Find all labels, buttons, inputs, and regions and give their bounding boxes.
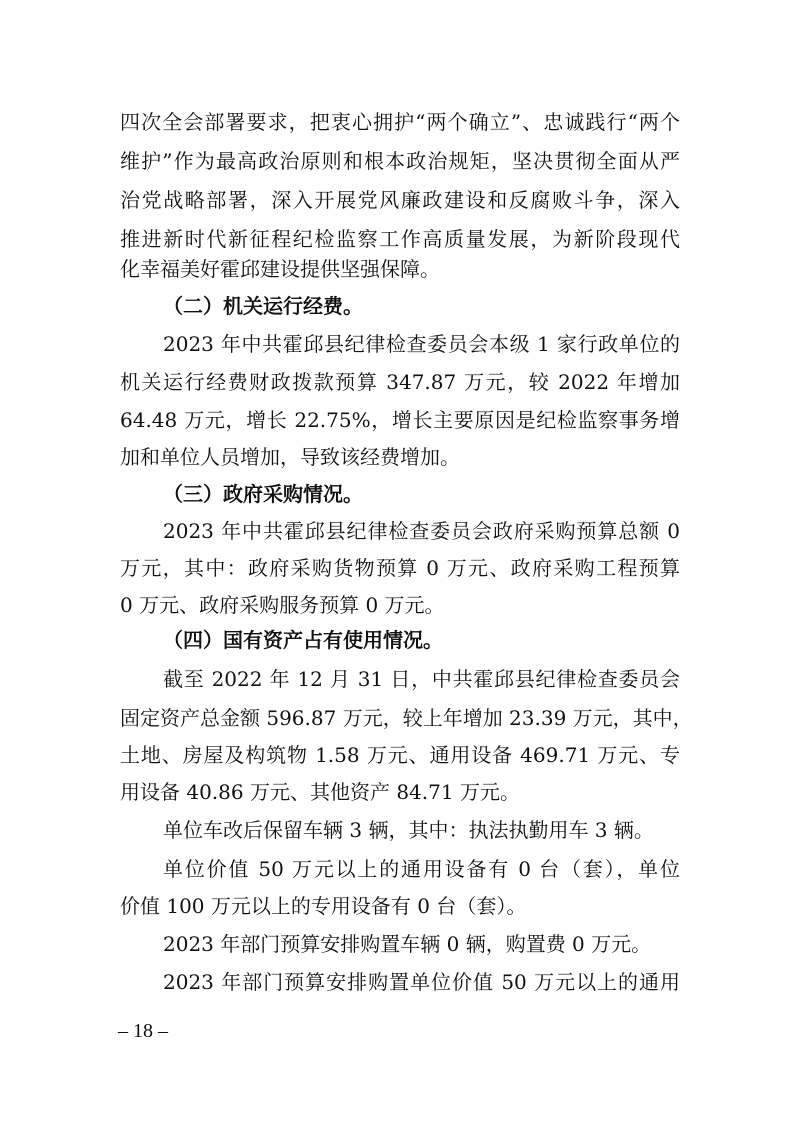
paragraph-line: 价值 100 万元以上的专用设备有 0 台（套）。 bbox=[120, 894, 527, 918]
paragraph-line: 2023 年中共霍邱县纪律检查委员会本级 1 家行政单位的 bbox=[163, 332, 680, 356]
paragraph-line: 单位价值 50 万元以上的通用设备有 0 台（套），单位 bbox=[163, 857, 680, 881]
section-heading: （二）机关运行经费。 bbox=[163, 294, 363, 318]
paragraph-line: 万元，其中：政府采购货物预算 0 万元、政府采购工程预算 bbox=[120, 556, 680, 580]
paragraph-line: 维护”作为最高政治原则和根本政治规矩，坚决贯彻全面从严 bbox=[120, 149, 680, 173]
paragraph-line: 四次全会部署要求，把衷心拥护“两个确立”、忠诚践行“两个 bbox=[120, 110, 680, 134]
paragraph-line: 化幸福美好霍邱建设提供坚强保障。 bbox=[120, 257, 440, 281]
paragraph-line: 加和单位人员增加，导致该经费增加。 bbox=[120, 445, 460, 469]
paragraph-line: 0 万元、政府采购服务预算 0 万元。 bbox=[120, 593, 445, 617]
section-heading: （三）政府采购情况。 bbox=[163, 482, 363, 506]
paragraph-line: 2023 年部门预算安排购置车辆 0 辆，购置费 0 万元。 bbox=[163, 932, 652, 956]
paragraph-line: 固定资产总金额 596.87 万元，较上年增加 23.39 万元，其中， bbox=[120, 706, 693, 730]
paragraph-line: 机关运行经费财政拨款预算 347.87 万元，较 2022 年增加 bbox=[120, 370, 680, 394]
paragraph-line: 截至 2022 年 12 月 31 日，中共霍邱县纪律检查委员会 bbox=[163, 667, 680, 691]
paragraph-line: 土地、房屋及构筑物 1.58 万元、通用设备 469.71 万元、专 bbox=[120, 743, 680, 767]
paragraph-line: 用设备 40.86 万元、其他资产 84.71 万元。 bbox=[120, 780, 520, 804]
paragraph-line: 单位车改后保留车辆 3 辆，其中：执法执勤用车 3 辆。 bbox=[163, 818, 654, 842]
page-number: – 18 – bbox=[118, 1020, 168, 1042]
paragraph-line: 64.48 万元，增长 22.75%，增长主要原因是纪检监察事务增 bbox=[120, 408, 680, 432]
paragraph-line: 推进新时代新征程纪检监察工作高质量发展，为新阶段现代 bbox=[120, 227, 680, 251]
paragraph-line: 2023 年中共霍邱县纪律检查委员会政府采购预算总额 0 bbox=[163, 519, 680, 543]
paragraph-line: 2023 年部门预算安排购置单位价值 50 万元以上的通用 bbox=[163, 970, 680, 994]
paragraph-line: 治党战略部署，深入开展党风廉政建设和反腐败斗争，深入 bbox=[120, 188, 680, 212]
section-heading: （四）国有资产占有使用情况。 bbox=[163, 628, 443, 652]
